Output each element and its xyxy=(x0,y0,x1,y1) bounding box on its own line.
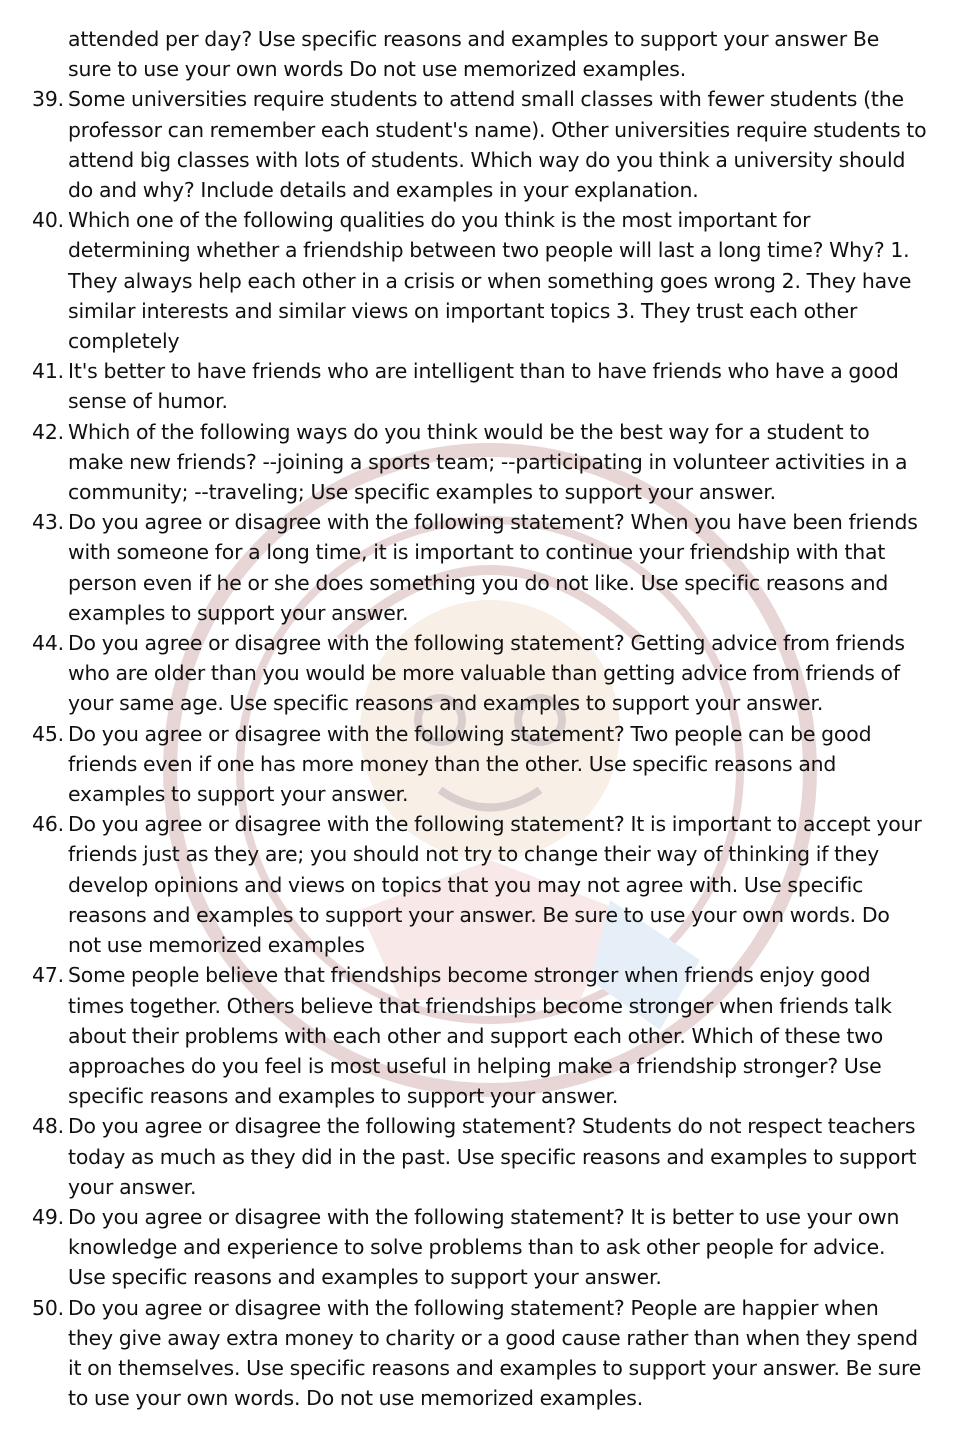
question-number: 45. xyxy=(32,721,64,746)
question-number: 39. xyxy=(32,87,64,112)
question-text: Do you agree or disagree with the following statement? Getting advice from friends who are older than you would be more valuable than getting advice from friends of your same age. Use specific reasons and examples to support your answer. xyxy=(68,631,905,716)
continued-question-text: attended per day? Use specific reasons and examples to support your answer Be sure to use your own words Do not use memorized examples. xyxy=(68,27,880,82)
question-text: Do you agree or disagree with the following statement? It is important to accept your friends just as they are; you should not try to change their way of thinking if they develop opinions and views on topics that you may not agree with. Use specific reasons and examples to support your answer. Be sure to use your own words. Do not use memorized examples xyxy=(68,812,922,958)
question-number: 41. xyxy=(32,359,64,384)
question-text: Do you agree or disagree the following statement? Students do not respect teachers today as much as they did in the past. Use specific reasons and examples to support your answer. xyxy=(68,1114,917,1199)
question-number: 50. xyxy=(32,1295,64,1320)
question-number: 49. xyxy=(32,1204,64,1229)
question-number: 44. xyxy=(32,631,64,656)
question-text: Which of the following ways do you think would be the best way for a student to make new friends? --joining a sports team; --participating in volunteer activities in a community; --traveling; Use specific examples to support your answer. xyxy=(68,419,908,505)
question-item xyxy=(32,1202,928,1293)
question-text: Some universities require students to attend small classes with fewer students (the professor can remember each student's name). Other universities require students to attend big classes with lots of students. Which way do you think a university should do and why? Include details and examples in your explanation. xyxy=(68,87,927,203)
question-item xyxy=(32,809,928,960)
question-number: 46. xyxy=(32,812,64,837)
question-item xyxy=(32,205,928,356)
question-item xyxy=(32,356,928,416)
question-item xyxy=(32,507,928,628)
question-item xyxy=(32,84,928,205)
question-number: 47. xyxy=(32,963,64,988)
question-item xyxy=(32,960,928,1111)
question-text: Some people believe that friendships become stronger when friends enjoy good times together. Others believe that friendships become stronger when friends talk about their problems with each other and support each other. Which of these two approaches do you feel is most useful in helping make a friendship stronger? Use specific reasons and examples to support your answer. xyxy=(68,963,892,1109)
question-text: Do you agree or disagree with the following statement? When you have been friends with someone for a long time, it is important to continue your friendship with that person even if he or she does something you do not like. Use specific reasons and examples to support your answer. xyxy=(68,510,918,625)
question-number: 42. xyxy=(32,419,64,444)
question-item xyxy=(32,1111,928,1202)
question-item xyxy=(32,417,928,508)
question-item xyxy=(32,719,928,810)
question-text: Do you agree or disagree with the following statement? It is better to use your own knowledge and experience to solve problems than to ask other people for advice. Use specific reasons and examples to support your answer. xyxy=(68,1204,900,1290)
question-item xyxy=(32,1293,928,1414)
numbered-questions xyxy=(32,84,928,1413)
question-text: Which one of the following qualities do you think is the most important for determining whether a friendship between two people will last a long time? Why? 1. They always help each other in a crisis or when something goes wrong 2. They have similar interests and similar views on important topics 3. They trust each other completely xyxy=(68,208,912,354)
question-number: 48. xyxy=(32,1114,64,1139)
question-text: It's better to have friends who are intelligent than to have friends who have a good sense of humor. xyxy=(68,359,899,414)
question-number: 43. xyxy=(32,510,64,535)
question-text: Do you agree or disagree with the following statement? Two people can be good friends even if one has more money than the other. Use specific reasons and examples to support your answer. xyxy=(68,721,872,807)
question-item xyxy=(32,628,928,719)
question-text: Do you agree or disagree with the following statement? People are happier when they give away extra money to charity or a good cause rather than when they spend it on themselves. Use specific reasons and examples to support your answer. Be sure to use your own words. Do not use memorized examples. xyxy=(68,1295,922,1411)
question-number: 40. xyxy=(32,208,64,233)
